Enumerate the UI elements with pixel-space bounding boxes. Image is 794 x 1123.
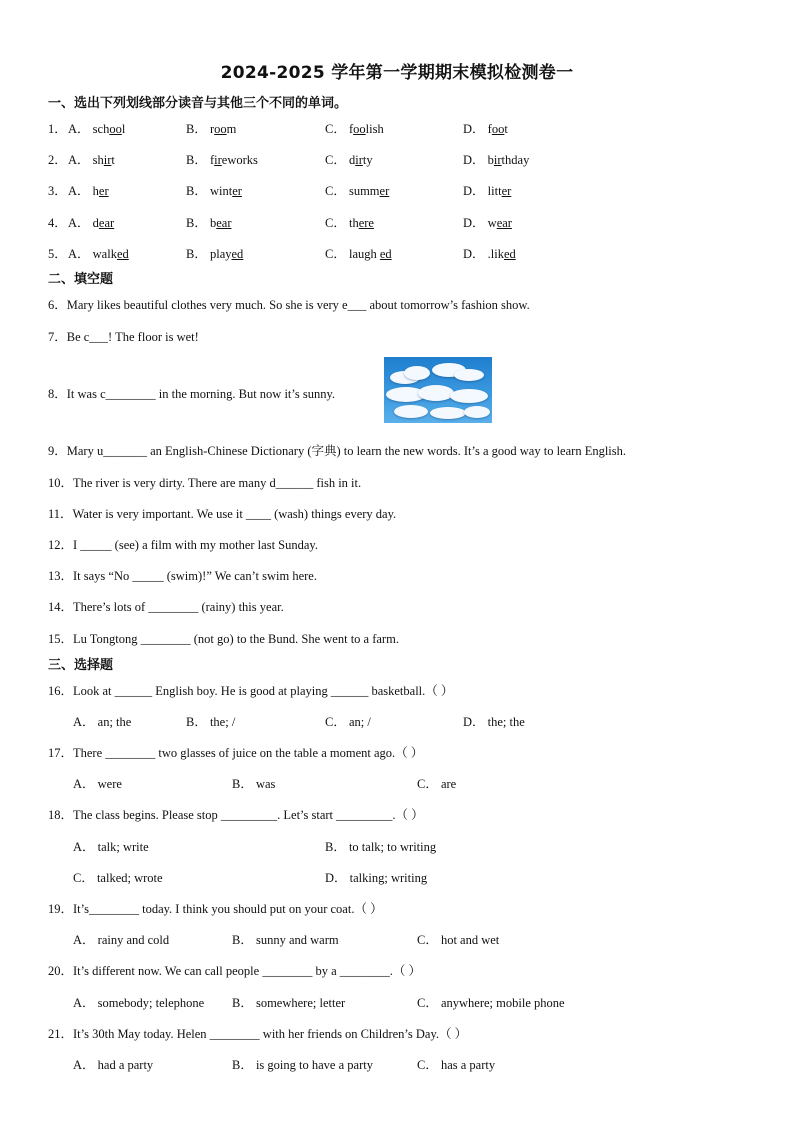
fill-question: 12．I _____ (see) a film with my mother last Sunday. — [48, 538, 318, 552]
section-heading-1: 一、选出下列划线部分读音与其他三个不同的单词。 — [48, 96, 348, 111]
fill-question: 14．There’s lots of ________ (rainy) this year. — [48, 600, 284, 614]
option-d: D． birthday — [463, 153, 530, 167]
underlined-part: ear — [216, 216, 232, 230]
fill-question: 8．It was c________ in the morning. But now it’s sunny. — [48, 387, 336, 401]
option-a: A． talk; write — [73, 840, 149, 854]
option-b: B． is going to have a party — [232, 1058, 373, 1072]
question-number: 1． — [48, 122, 67, 136]
underlined-part: oo — [214, 122, 227, 136]
option-b: B． bear — [186, 216, 232, 230]
option-d: D． talking; writing — [325, 871, 428, 885]
underlined-part: ir — [214, 153, 222, 167]
option-c: C． laugh ed — [325, 247, 392, 261]
choice-question: 18．The class begins. Please stop _________. Let’s start _________.（ ） — [48, 808, 424, 822]
option-b: B． winter — [186, 184, 242, 198]
option-c: C． dirty — [325, 153, 373, 167]
underlined-part: er — [232, 184, 242, 198]
option-a: A． had a party — [73, 1058, 154, 1072]
option-b: B． to talk; to writing — [325, 840, 437, 854]
underlined-part: ed — [379, 247, 392, 261]
fill-question: 7．Be c___! The floor is wet! — [48, 330, 199, 344]
option-d: D． wear — [463, 216, 512, 230]
option-c: C． summer — [325, 184, 390, 198]
choice-question: 19．It’s________ today. I think you should put on your coat.（ ） — [48, 902, 383, 916]
underlined-part: ed — [503, 247, 516, 261]
option-b: B． the; / — [186, 715, 236, 729]
question-number: 2． — [48, 153, 67, 167]
option-b: B． played — [186, 247, 244, 261]
option-c: C． are — [417, 777, 457, 791]
option-b: B． room — [186, 122, 237, 136]
underlined-part: ed — [116, 247, 129, 261]
option-a: A． an; the — [73, 715, 132, 729]
option-a: A． somebody; telephone — [73, 996, 205, 1010]
underlined-part: er — [379, 184, 390, 198]
option-b: B． fireworks — [186, 153, 258, 167]
option-a: A． were — [73, 777, 122, 791]
underlined-part: er — [501, 184, 512, 198]
fill-question: 9．Mary u_______ an English-Chinese Dictionary (字典) to learn the new words. It’s a good way to learn English. — [48, 444, 627, 458]
option-d: D． foot — [463, 122, 508, 136]
question-number: 3． — [48, 184, 67, 198]
underlined-part: ir — [493, 153, 502, 167]
choice-question: 21．It’s 30th May today. Helen ________ with her friends on Children’s Day.（ ） — [48, 1027, 468, 1041]
underlined-part: ir — [103, 153, 112, 167]
cloudy-sky-image — [384, 357, 492, 423]
underlined-part: er — [98, 184, 109, 198]
option-a: A． her — [68, 184, 109, 198]
fill-question: 10．The river is very dirty. There are many d______ fish in it. — [48, 476, 362, 490]
choice-question: 20．It’s different now. We can call people ________ by a ________.（ ） — [48, 964, 421, 978]
option-a: A． walked — [68, 247, 129, 261]
underlined-part: ed — [231, 247, 244, 261]
section-heading-3: 三、选择题 — [48, 658, 114, 673]
fill-question: 15．Lu Tongtong ________ (not go) to the Bund. She went to a farm. — [48, 632, 399, 646]
option-b: B． was — [232, 777, 276, 791]
option-c: C． talked; wrote — [73, 871, 163, 885]
option-d: D． the; the — [463, 715, 525, 729]
option-d: D． .liked — [463, 247, 516, 261]
underlined-part: ear — [496, 216, 512, 230]
option-a: A． shirt — [68, 153, 115, 167]
fill-question: 6．Mary likes beautiful clothes very much. So she is very e___ about tomorrow’s fashion show. — [48, 298, 530, 312]
option-a: A． school — [68, 122, 126, 136]
underlined-part: oo — [491, 122, 505, 136]
option-c: C． anywhere; mobile phone — [417, 996, 565, 1010]
question-number: 4． — [48, 216, 67, 230]
option-b: B． sunny and warm — [232, 933, 339, 947]
choice-question: 16．Look at ______ English boy. He is good at playing ______ basketball.（ ） — [48, 684, 454, 698]
underlined-part: ere — [358, 216, 374, 230]
option-a: A． dear — [68, 216, 115, 230]
option-c: C． hot and wet — [417, 933, 500, 947]
option-c: C． an; / — [325, 715, 371, 729]
choice-question: 17．There ________ two glasses of juice on the table a moment ago.（ ） — [48, 746, 424, 760]
page-title: 2024-2025 学年第一学期期末模拟检测卷一 — [220, 63, 574, 83]
option-c: C． there — [325, 216, 374, 230]
underlined-part: oo — [353, 122, 366, 136]
underlined-part: ear — [98, 216, 115, 230]
underlined-part: oo — [109, 122, 122, 136]
fill-question: 11．Water is very important. We use it ____ (wash) things every day. — [48, 507, 397, 521]
fill-question: 13．It says “No _____ (swim)!” We can’t swim here. — [48, 569, 317, 583]
underlined-part: ir — [355, 153, 363, 167]
option-a: A． rainy and cold — [73, 933, 170, 947]
option-d: D． litter — [463, 184, 512, 198]
option-c: C． foolish — [325, 122, 384, 136]
option-b: B． somewhere; letter — [232, 996, 346, 1010]
section-heading-2: 二、填空题 — [48, 272, 114, 287]
option-c: C． has a party — [417, 1058, 496, 1072]
question-number: 5． — [48, 247, 67, 261]
